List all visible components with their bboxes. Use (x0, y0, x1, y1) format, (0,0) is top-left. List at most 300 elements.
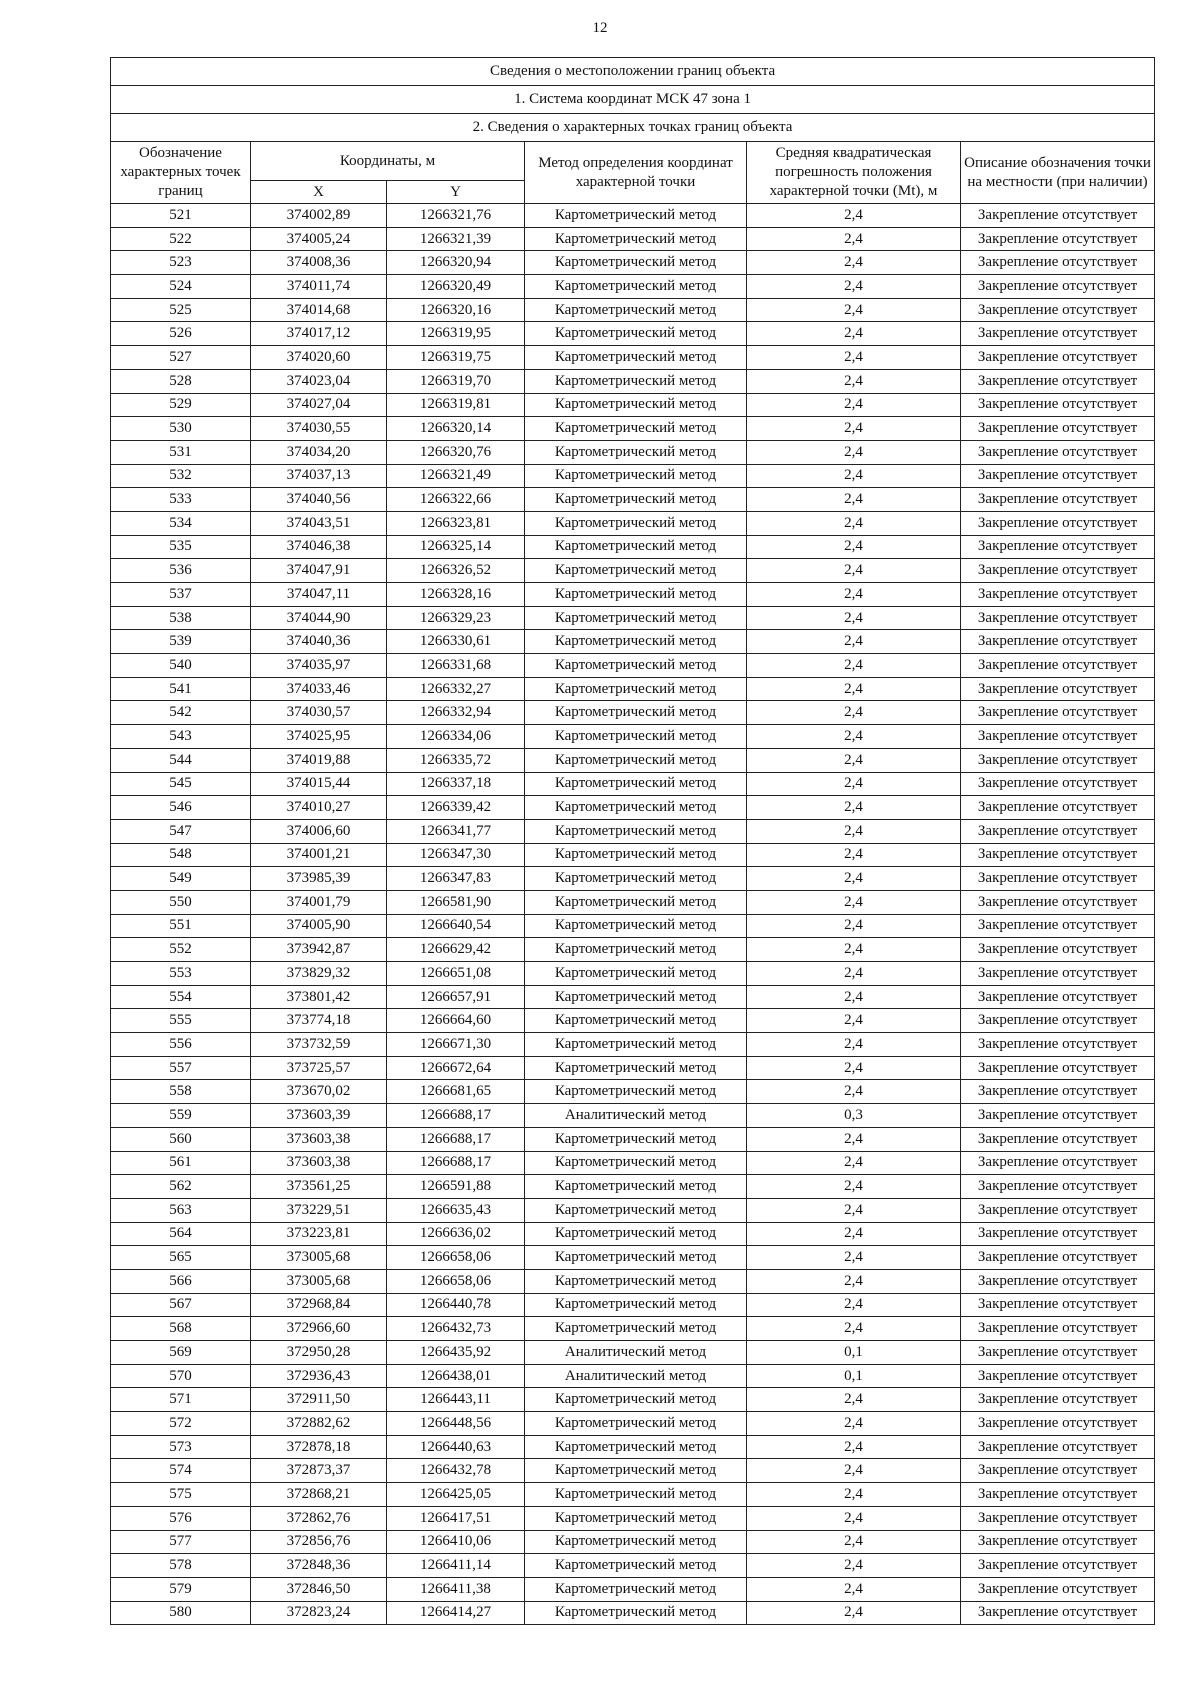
y-coordinate-cell: 1266410,06 (387, 1530, 525, 1554)
x-coordinate-cell: 372878,18 (251, 1435, 387, 1459)
x-coordinate-cell: 374014,68 (251, 298, 387, 322)
description-cell: Закрепление отсутствует (961, 1388, 1155, 1412)
method-cell: Картометрический метод (525, 1554, 747, 1578)
error-cell: 2,4 (747, 583, 961, 607)
point-id-cell: 564 (111, 1222, 251, 1246)
table-row (111, 251, 1155, 275)
x-coordinate-cell: 373942,87 (251, 938, 387, 962)
point-id-cell: 558 (111, 1080, 251, 1104)
description-cell: Закрепление отсутствует (961, 369, 1155, 393)
y-coordinate-cell: 1266411,38 (387, 1577, 525, 1601)
description-cell: Закрепление отсутствует (961, 796, 1155, 820)
point-id-cell: 572 (111, 1412, 251, 1436)
error-cell: 2,4 (747, 1127, 961, 1151)
method-cell: Картометрический метод (525, 1222, 747, 1246)
table-row (111, 417, 1155, 441)
header-x: X (251, 181, 387, 204)
table-row (111, 298, 1155, 322)
x-coordinate-cell: 374034,20 (251, 440, 387, 464)
description-cell: Закрепление отсутствует (961, 1222, 1155, 1246)
table-row (111, 914, 1155, 938)
error-cell: 2,4 (747, 1246, 961, 1270)
method-cell: Картометрический метод (525, 985, 747, 1009)
method-cell: Картометрический метод (525, 1530, 747, 1554)
description-cell: Закрепление отсутствует (961, 1033, 1155, 1057)
y-coordinate-cell: 1266657,91 (387, 985, 525, 1009)
y-coordinate-cell: 1266435,92 (387, 1341, 525, 1365)
description-cell: Закрепление отсутствует (961, 251, 1155, 275)
point-id-cell: 534 (111, 511, 251, 535)
point-id-cell: 547 (111, 819, 251, 843)
description-cell: Закрепление отсутствует (961, 1317, 1155, 1341)
y-coordinate-cell: 1266339,42 (387, 796, 525, 820)
method-cell: Картометрический метод (525, 1151, 747, 1175)
method-cell: Картометрический метод (525, 346, 747, 370)
method-cell: Картометрический метод (525, 938, 747, 962)
header-error: Средняя квадратическая погрешность положения характерной точки (Mt), м (747, 142, 961, 204)
description-cell: Закрепление отсутствует (961, 417, 1155, 441)
x-coordinate-cell: 372936,43 (251, 1364, 387, 1388)
point-id-cell: 578 (111, 1554, 251, 1578)
y-coordinate-cell: 1266432,73 (387, 1317, 525, 1341)
y-coordinate-cell: 1266629,42 (387, 938, 525, 962)
x-coordinate-cell: 374037,13 (251, 464, 387, 488)
error-cell: 2,4 (747, 1033, 961, 1057)
method-cell: Картометрический метод (525, 535, 747, 559)
method-cell: Картометрический метод (525, 962, 747, 986)
method-cell: Картометрический метод (525, 1317, 747, 1341)
description-cell: Закрепление отсутствует (961, 1151, 1155, 1175)
description-cell: Закрепление отсутствует (961, 1530, 1155, 1554)
point-id-cell: 541 (111, 677, 251, 701)
error-cell: 2,4 (747, 1198, 961, 1222)
description-cell: Закрепление отсутствует (961, 890, 1155, 914)
x-coordinate-cell: 373801,42 (251, 985, 387, 1009)
y-coordinate-cell: 1266319,81 (387, 393, 525, 417)
table-row (111, 346, 1155, 370)
error-cell: 2,4 (747, 701, 961, 725)
point-id-cell: 579 (111, 1577, 251, 1601)
point-id-cell: 576 (111, 1506, 251, 1530)
point-id-cell: 523 (111, 251, 251, 275)
y-coordinate-cell: 1266328,16 (387, 583, 525, 607)
method-cell: Картометрический метод (525, 677, 747, 701)
method-cell: Картометрический метод (525, 275, 747, 299)
point-id-cell: 526 (111, 322, 251, 346)
x-coordinate-cell: 373603,38 (251, 1151, 387, 1175)
description-cell: Закрепление отсутствует (961, 1506, 1155, 1530)
x-coordinate-cell: 374017,12 (251, 322, 387, 346)
y-coordinate-cell: 1266651,08 (387, 962, 525, 986)
header-coordinates: Координаты, м (251, 142, 525, 181)
table-row (111, 796, 1155, 820)
error-cell: 2,4 (747, 511, 961, 535)
error-cell: 2,4 (747, 1317, 961, 1341)
method-cell: Картометрический метод (525, 725, 747, 749)
error-cell: 2,4 (747, 227, 961, 251)
error-cell: 2,4 (747, 772, 961, 796)
y-coordinate-cell: 1266322,66 (387, 488, 525, 512)
x-coordinate-cell: 374005,90 (251, 914, 387, 938)
table-row (111, 1246, 1155, 1270)
description-cell: Закрепление отсутствует (961, 1554, 1155, 1578)
error-cell: 2,4 (747, 1269, 961, 1293)
method-cell: Картометрический метод (525, 1127, 747, 1151)
description-cell: Закрепление отсутствует (961, 346, 1155, 370)
method-cell: Картометрический метод (525, 1246, 747, 1270)
table-row (111, 1412, 1155, 1436)
table-row (111, 488, 1155, 512)
error-cell: 2,4 (747, 867, 961, 891)
method-cell: Картометрический метод (525, 630, 747, 654)
table-row (111, 654, 1155, 678)
table-row (111, 1033, 1155, 1057)
table-row (111, 1388, 1155, 1412)
y-coordinate-cell: 1266332,27 (387, 677, 525, 701)
point-id-cell: 549 (111, 867, 251, 891)
table-row (111, 1151, 1155, 1175)
y-coordinate-cell: 1266411,14 (387, 1554, 525, 1578)
x-coordinate-cell: 374005,24 (251, 227, 387, 251)
method-cell: Картометрический метод (525, 1388, 747, 1412)
point-id-cell: 530 (111, 417, 251, 441)
y-coordinate-cell: 1266320,49 (387, 275, 525, 299)
table-row (111, 227, 1155, 251)
description-cell: Закрепление отсутствует (961, 1056, 1155, 1080)
point-id-cell: 529 (111, 393, 251, 417)
point-id-cell: 546 (111, 796, 251, 820)
table-row (111, 1364, 1155, 1388)
error-cell: 2,4 (747, 677, 961, 701)
table-row (111, 1222, 1155, 1246)
description-cell: Закрепление отсутствует (961, 867, 1155, 891)
y-coordinate-cell: 1266334,06 (387, 725, 525, 749)
table-row (111, 1056, 1155, 1080)
description-cell: Закрепление отсутствует (961, 1269, 1155, 1293)
table-row (111, 1577, 1155, 1601)
point-id-cell: 574 (111, 1459, 251, 1483)
error-cell: 2,4 (747, 914, 961, 938)
method-cell: Картометрический метод (525, 606, 747, 630)
x-coordinate-cell: 374025,95 (251, 725, 387, 749)
point-id-cell: 556 (111, 1033, 251, 1057)
point-id-cell: 560 (111, 1127, 251, 1151)
error-cell: 2,4 (747, 938, 961, 962)
table-title: Сведения о местоположении границ объекта (111, 58, 1155, 86)
x-coordinate-cell: 373229,51 (251, 1198, 387, 1222)
y-coordinate-cell: 1266658,06 (387, 1246, 525, 1270)
point-id-cell: 548 (111, 843, 251, 867)
description-cell: Закрепление отсутствует (961, 1198, 1155, 1222)
error-cell: 2,4 (747, 251, 961, 275)
x-coordinate-cell: 374020,60 (251, 346, 387, 370)
point-id-cell: 570 (111, 1364, 251, 1388)
error-cell: 2,4 (747, 654, 961, 678)
x-coordinate-cell: 372873,37 (251, 1459, 387, 1483)
y-coordinate-cell: 1266658,06 (387, 1269, 525, 1293)
error-cell: 2,4 (747, 393, 961, 417)
error-cell: 2,4 (747, 1554, 961, 1578)
description-cell: Закрепление отсутствует (961, 677, 1155, 701)
point-id-cell: 536 (111, 559, 251, 583)
y-coordinate-cell: 1266688,17 (387, 1127, 525, 1151)
x-coordinate-cell: 374001,21 (251, 843, 387, 867)
table-row (111, 677, 1155, 701)
method-cell: Картометрический метод (525, 1033, 747, 1057)
y-coordinate-cell: 1266688,17 (387, 1104, 525, 1128)
point-id-cell: 537 (111, 583, 251, 607)
table-row (111, 1601, 1155, 1625)
description-cell: Закрепление отсутствует (961, 1175, 1155, 1199)
y-coordinate-cell: 1266432,78 (387, 1459, 525, 1483)
x-coordinate-cell: 372882,62 (251, 1412, 387, 1436)
x-coordinate-cell: 374019,88 (251, 748, 387, 772)
method-cell: Картометрический метод (525, 748, 747, 772)
y-coordinate-cell: 1266672,64 (387, 1056, 525, 1080)
table-row (111, 725, 1155, 749)
method-cell: Картометрический метод (525, 772, 747, 796)
y-coordinate-cell: 1266331,68 (387, 654, 525, 678)
method-cell: Картометрический метод (525, 488, 747, 512)
error-cell: 2,4 (747, 796, 961, 820)
x-coordinate-cell: 372868,21 (251, 1483, 387, 1507)
coordinate-system-title: 1. Система координат МСК 47 зона 1 (111, 86, 1155, 114)
table-row (111, 511, 1155, 535)
error-cell: 2,4 (747, 606, 961, 630)
error-cell: 2,4 (747, 1483, 961, 1507)
error-cell: 2,4 (747, 1506, 961, 1530)
point-id-cell: 550 (111, 890, 251, 914)
y-coordinate-cell: 1266440,63 (387, 1435, 525, 1459)
y-coordinate-cell: 1266320,94 (387, 251, 525, 275)
point-id-cell: 533 (111, 488, 251, 512)
x-coordinate-cell: 374015,44 (251, 772, 387, 796)
x-coordinate-cell: 373561,25 (251, 1175, 387, 1199)
y-coordinate-cell: 1266321,76 (387, 204, 525, 228)
method-cell: Аналитический метод (525, 1364, 747, 1388)
error-cell: 2,4 (747, 1459, 961, 1483)
method-cell: Аналитический метод (525, 1341, 747, 1365)
point-id-cell: 552 (111, 938, 251, 962)
point-id-cell: 577 (111, 1530, 251, 1554)
y-coordinate-cell: 1266325,14 (387, 535, 525, 559)
point-id-cell: 538 (111, 606, 251, 630)
description-cell: Закрепление отсутствует (961, 1009, 1155, 1033)
description-cell: Закрепление отсутствует (961, 1341, 1155, 1365)
description-cell: Закрепление отсутствует (961, 1246, 1155, 1270)
method-cell: Картометрический метод (525, 1412, 747, 1436)
error-cell: 2,4 (747, 1293, 961, 1317)
x-coordinate-cell: 372856,76 (251, 1530, 387, 1554)
table-row (111, 1317, 1155, 1341)
y-coordinate-cell: 1266414,27 (387, 1601, 525, 1625)
error-cell: 2,4 (747, 819, 961, 843)
method-cell: Картометрический метод (525, 1601, 747, 1625)
error-cell: 2,4 (747, 298, 961, 322)
header-point: Обозначение характерных точек границ (111, 142, 251, 204)
method-cell: Картометрический метод (525, 511, 747, 535)
x-coordinate-cell: 373603,39 (251, 1104, 387, 1128)
x-coordinate-cell: 374001,79 (251, 890, 387, 914)
description-cell: Закрепление отсутствует (961, 1364, 1155, 1388)
x-coordinate-cell: 372968,84 (251, 1293, 387, 1317)
error-cell: 2,4 (747, 559, 961, 583)
table-row (111, 369, 1155, 393)
x-coordinate-cell: 374040,36 (251, 630, 387, 654)
x-coordinate-cell: 373005,68 (251, 1246, 387, 1270)
point-id-cell: 561 (111, 1151, 251, 1175)
y-coordinate-cell: 1266330,61 (387, 630, 525, 654)
description-cell: Закрепление отсутствует (961, 1293, 1155, 1317)
method-cell: Картометрический метод (525, 1459, 747, 1483)
y-coordinate-cell: 1266320,14 (387, 417, 525, 441)
error-cell: 2,4 (747, 630, 961, 654)
table-row (111, 1506, 1155, 1530)
y-coordinate-cell: 1266347,83 (387, 867, 525, 891)
method-cell: Картометрический метод (525, 890, 747, 914)
method-cell: Картометрический метод (525, 204, 747, 228)
table-row (111, 867, 1155, 891)
error-cell: 0,1 (747, 1341, 961, 1365)
y-coordinate-cell: 1266417,51 (387, 1506, 525, 1530)
table-row (111, 962, 1155, 986)
x-coordinate-cell: 373774,18 (251, 1009, 387, 1033)
point-id-cell: 524 (111, 275, 251, 299)
error-cell: 2,4 (747, 985, 961, 1009)
error-cell: 2,4 (747, 1435, 961, 1459)
y-coordinate-cell: 1266640,54 (387, 914, 525, 938)
error-cell: 2,4 (747, 417, 961, 441)
point-id-cell: 531 (111, 440, 251, 464)
x-coordinate-cell: 372848,36 (251, 1554, 387, 1578)
x-coordinate-cell: 374002,89 (251, 204, 387, 228)
method-cell: Картометрический метод (525, 1506, 747, 1530)
y-coordinate-cell: 1266581,90 (387, 890, 525, 914)
error-cell: 2,4 (747, 464, 961, 488)
description-cell: Закрепление отсутствует (961, 654, 1155, 678)
table-row (111, 890, 1155, 914)
description-cell: Закрепление отсутствует (961, 298, 1155, 322)
error-cell: 0,3 (747, 1104, 961, 1128)
x-coordinate-cell: 373670,02 (251, 1080, 387, 1104)
error-cell: 2,4 (747, 1080, 961, 1104)
error-cell: 2,4 (747, 843, 961, 867)
error-cell: 2,4 (747, 1056, 961, 1080)
error-cell: 2,4 (747, 1530, 961, 1554)
method-cell: Картометрический метод (525, 583, 747, 607)
header-y: Y (387, 181, 525, 204)
error-cell: 2,4 (747, 725, 961, 749)
point-id-cell: 580 (111, 1601, 251, 1625)
description-cell: Закрепление отсутствует (961, 1483, 1155, 1507)
table-row (111, 464, 1155, 488)
y-coordinate-cell: 1266321,49 (387, 464, 525, 488)
x-coordinate-cell: 374023,04 (251, 369, 387, 393)
point-id-cell: 539 (111, 630, 251, 654)
boundary-points-table (110, 57, 1155, 1625)
y-coordinate-cell: 1266438,01 (387, 1364, 525, 1388)
error-cell: 2,4 (747, 962, 961, 986)
table-row (111, 985, 1155, 1009)
x-coordinate-cell: 374046,38 (251, 535, 387, 559)
x-coordinate-cell: 374035,97 (251, 654, 387, 678)
table-body (111, 204, 1155, 1625)
method-cell: Картометрический метод (525, 654, 747, 678)
y-coordinate-cell: 1266321,39 (387, 227, 525, 251)
error-cell: 2,4 (747, 748, 961, 772)
x-coordinate-cell: 372950,28 (251, 1341, 387, 1365)
description-cell: Закрепление отсутствует (961, 535, 1155, 559)
y-coordinate-cell: 1266681,65 (387, 1080, 525, 1104)
description-cell: Закрепление отсутствует (961, 464, 1155, 488)
table-row (111, 748, 1155, 772)
description-cell: Закрепление отсутствует (961, 227, 1155, 251)
table-row (111, 440, 1155, 464)
point-id-cell: 569 (111, 1341, 251, 1365)
description-cell: Закрепление отсутствует (961, 583, 1155, 607)
method-cell: Картометрический метод (525, 1198, 747, 1222)
method-cell: Картометрический метод (525, 914, 747, 938)
description-cell: Закрепление отсутствует (961, 440, 1155, 464)
page-number: 12 (592, 20, 608, 36)
x-coordinate-cell: 374010,27 (251, 796, 387, 820)
x-coordinate-cell: 374008,36 (251, 251, 387, 275)
x-coordinate-cell: 374033,46 (251, 677, 387, 701)
description-cell: Закрепление отсутствует (961, 1412, 1155, 1436)
description-cell: Закрепление отсутствует (961, 322, 1155, 346)
point-id-cell: 522 (111, 227, 251, 251)
description-cell: Закрепление отсутствует (961, 488, 1155, 512)
method-cell: Картометрический метод (525, 298, 747, 322)
table-row (111, 1198, 1155, 1222)
description-cell: Закрепление отсутствует (961, 748, 1155, 772)
table-row (111, 322, 1155, 346)
table-row (111, 1269, 1155, 1293)
method-cell: Картометрический метод (525, 440, 747, 464)
description-cell: Закрепление отсутствует (961, 985, 1155, 1009)
method-cell: Картометрический метод (525, 1269, 747, 1293)
table-row (111, 1104, 1155, 1128)
description-cell: Закрепление отсутствует (961, 630, 1155, 654)
error-cell: 2,4 (747, 1222, 961, 1246)
method-cell: Аналитический метод (525, 1104, 747, 1128)
table-row (111, 204, 1155, 228)
method-cell: Картометрический метод (525, 843, 747, 867)
table-row (111, 1530, 1155, 1554)
description-cell: Закрепление отсутствует (961, 772, 1155, 796)
x-coordinate-cell: 373732,59 (251, 1033, 387, 1057)
x-coordinate-cell: 372823,24 (251, 1601, 387, 1625)
point-id-cell: 543 (111, 725, 251, 749)
description-cell: Закрепление отсутствует (961, 606, 1155, 630)
error-cell: 2,4 (747, 1388, 961, 1412)
table-row (111, 606, 1155, 630)
table-row (111, 583, 1155, 607)
point-id-cell: 575 (111, 1483, 251, 1507)
method-cell: Картометрический метод (525, 867, 747, 891)
description-cell: Закрепление отсутствует (961, 393, 1155, 417)
point-id-cell: 566 (111, 1269, 251, 1293)
y-coordinate-cell: 1266319,95 (387, 322, 525, 346)
table-row (111, 1080, 1155, 1104)
point-id-cell: 565 (111, 1246, 251, 1270)
x-coordinate-cell: 373985,39 (251, 867, 387, 891)
table-row (111, 275, 1155, 299)
error-cell: 2,4 (747, 890, 961, 914)
point-id-cell: 544 (111, 748, 251, 772)
table-row (111, 1127, 1155, 1151)
method-cell: Картометрический метод (525, 393, 747, 417)
